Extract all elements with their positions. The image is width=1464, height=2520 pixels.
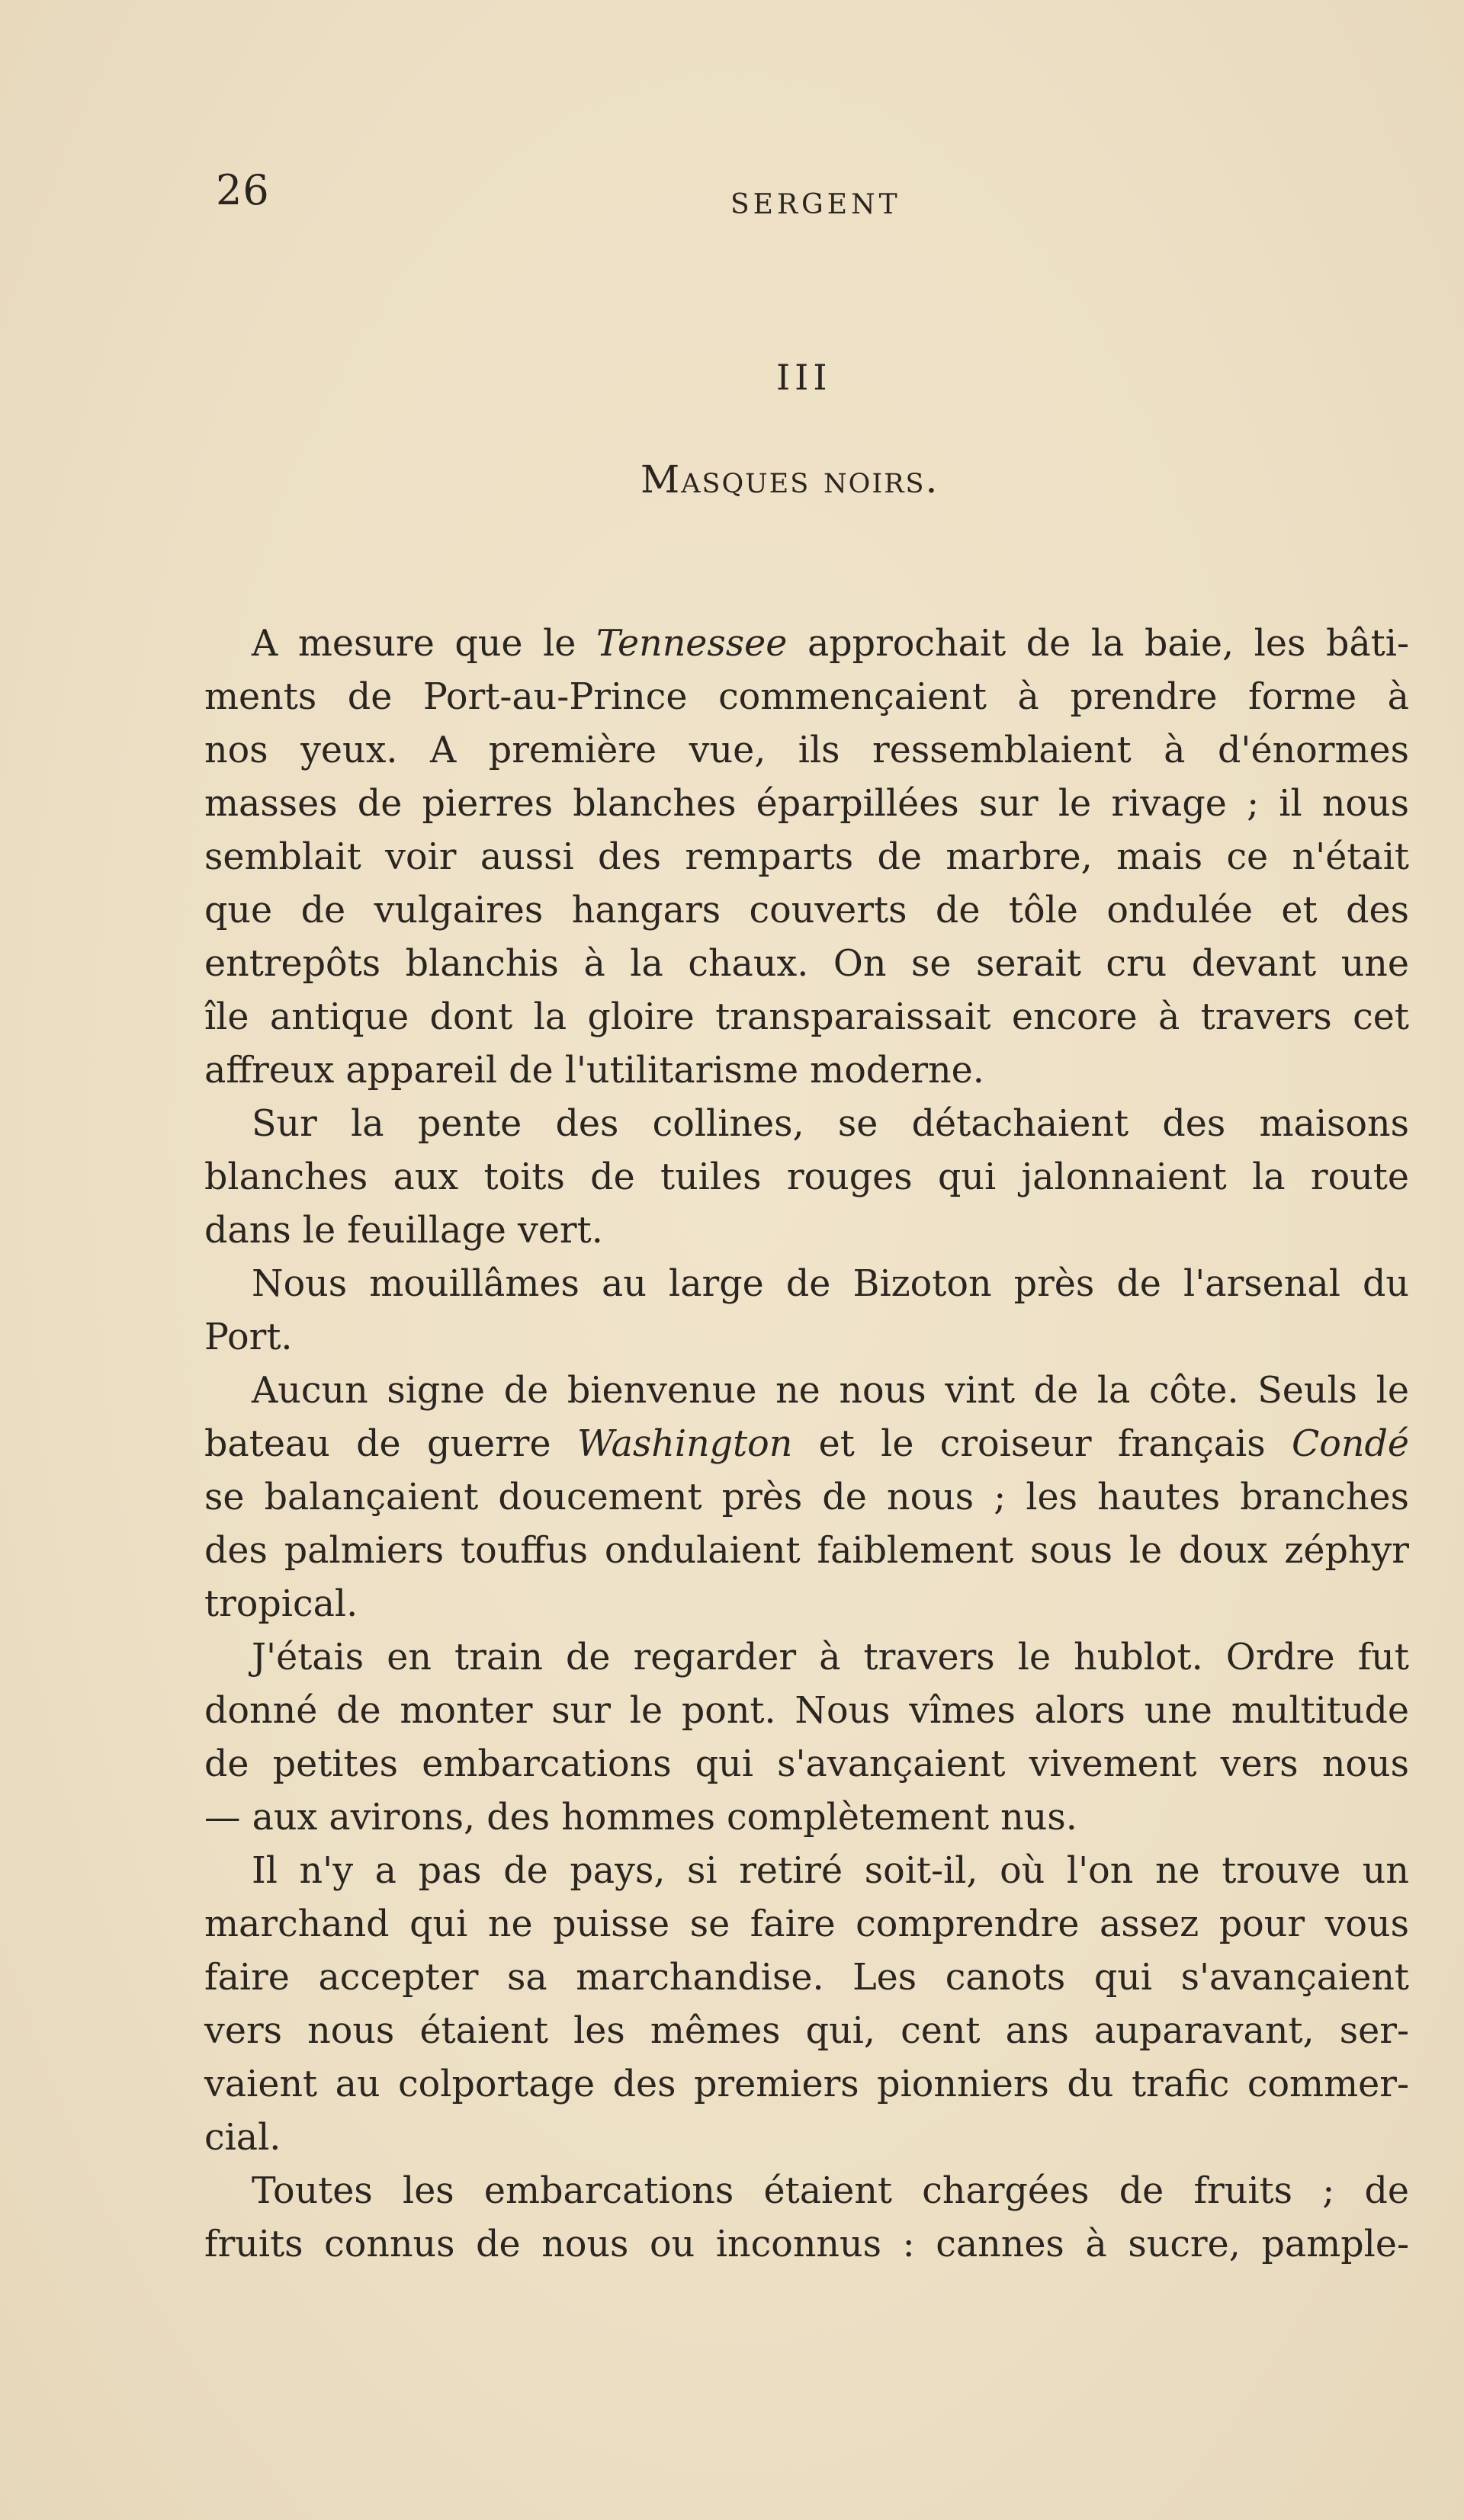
page-number: 26 [216,166,270,214]
text-line: nos yeux. A première vue, ils ressemblaient à d'énormes [204,729,1409,771]
text-line: affreux appareil de l'utilitarisme moderne. [204,1050,984,1092]
text-line: donné de monter sur le pont. Nous vîmes alors une multitude [204,1690,1409,1732]
text-line: Toutes les embarcations étaient chargées de fruits ; de [252,2170,1409,2212]
text-line: Aucun signe de bienvenue ne nous vint de la côte. Seuls le [252,1370,1409,1412]
text-line: semblait voir aussi des remparts de marbre, mais ce n'était [204,836,1409,878]
text-line: Il n'y a pas de pays, si retiré soit-il, où l'on ne trouve un [252,1850,1409,1892]
text-line: Port. [204,1316,293,1358]
body-text [204,617,1409,2272]
text-line: de petites embarcations qui s'avançaient vivement vers nous [204,1743,1409,1785]
text-line: J'étais en train de regarder à travers le hublot. Ordre fut [252,1637,1409,1678]
text-line: que de vulgaires hangars couverts de tôle ondulée et des [204,890,1409,931]
text-line: fruits connus de nous ou inconnus : cannes à sucre, pample- [204,2223,1409,2265]
text-line: entrepôts blanchis à la chaux. On se serait cru devant une [204,943,1409,985]
text-line: tropical. [204,1583,358,1625]
text-line: Nous mouillâmes au large de Bizoton près de l'arsenal du [252,1263,1409,1305]
text-line: se balançaient doucement près de nous ; les hautes branches [204,1476,1409,1518]
text-line: bateau de guerre Washington et le croiseur français Condé [204,1423,1409,1465]
text-line: île antique dont la gloire transparaissait encore à travers cet [204,996,1409,1038]
text-line: faire accepter sa marchandise. Les canots qui s'avançaient [204,1957,1409,1999]
text-line: vers nous étaient les mêmes qui, cent ans auparavant, ser- [204,2010,1409,2052]
text-line: A mesure que le Tennessee approchait de la baie, les bâti- [252,623,1410,665]
chapter-title: Masques noirs. [640,457,939,502]
chapter-number: III [776,357,832,398]
text-line: ments de Port-au-Prince commençaient à prendre forme à [204,676,1409,718]
text-line: blanches aux toits de tuiles rouges qui jalonnaient la route [204,1156,1409,1198]
text-line: masses de pierres blanches éparpillées sur le rivage ; il nous [204,783,1409,825]
text-line: marchand qui ne puisse se faire comprendre assez pour vous [204,1903,1409,1945]
text-line: vaient au colportage des premiers pionniers du trafic commer- [204,2063,1409,2105]
text-line: — aux avirons, des hommes complètement nus. [204,1797,1077,1839]
text-line: Sur la pente des collines, se détachaient des maisons [252,1103,1409,1145]
text-line: des palmiers touffus ondulaient faiblement sous le doux zéphyr [204,1530,1409,1572]
text-line: dans le feuillage vert. [204,1210,603,1252]
text-line: cial. [204,2117,281,2159]
running-head: SERGENT [730,189,901,220]
